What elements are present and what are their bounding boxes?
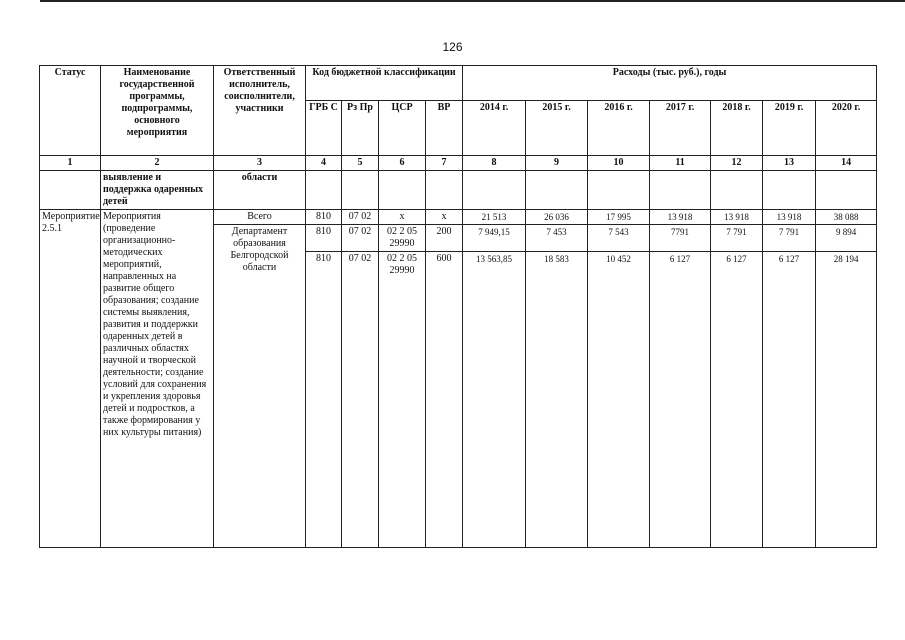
empty-cell <box>426 171 463 210</box>
scan-edge-line <box>40 0 905 2</box>
header-year-2014: 2014 г. <box>463 101 526 156</box>
column-number-row <box>40 156 877 171</box>
column-number: 12 <box>711 156 763 171</box>
column-number: 11 <box>650 156 711 171</box>
responsible-department: Департамент образования Белгородской области <box>214 225 306 548</box>
continuation-name: выявление и поддержка одаренных детей <box>101 171 214 210</box>
empty-cell <box>306 171 342 210</box>
grbs-cell: 810 <box>306 252 342 548</box>
value-2016: 7 543 <box>588 225 650 252</box>
header-year-2020: 2020 г. <box>816 101 877 156</box>
continuation-status-cell <box>40 171 101 210</box>
header-year-2015: 2015 г. <box>526 101 588 156</box>
header-name: Наименование государственной программы, подпрограммы, основного мероприятия <box>101 66 214 156</box>
rzpr-cell: 07 02 <box>342 225 379 252</box>
header-budget-code: Код бюджетной классификации <box>306 66 463 101</box>
value-2020: 28 194 <box>816 252 877 548</box>
value-2014: 7 949,15 <box>463 225 526 252</box>
csr-cell: х <box>379 210 426 225</box>
empty-cell <box>650 171 711 210</box>
column-number: 9 <box>526 156 588 171</box>
header-year-2017: 2017 г. <box>650 101 711 156</box>
column-number: 8 <box>463 156 526 171</box>
grbs-cell: 810 <box>306 210 342 225</box>
grbs-cell: 810 <box>306 225 342 252</box>
measure-status: Мероприятие 2.5.1 <box>40 210 101 548</box>
column-number: 1 <box>40 156 101 171</box>
empty-cell <box>763 171 816 210</box>
page-number: 126 <box>442 40 463 54</box>
empty-cell <box>816 171 877 210</box>
value-2019: 7 791 <box>763 225 816 252</box>
header-responsible: Ответственный исполнитель, соисполнители, участники <box>214 66 306 156</box>
header-year-2018: 2018 г. <box>711 101 763 156</box>
column-number: 2 <box>101 156 214 171</box>
value-2014: 21 513 <box>463 210 526 225</box>
continuation-responsible: области <box>214 171 306 210</box>
header-expenses: Расходы (тыс. руб.), годы <box>463 66 877 101</box>
column-number: 6 <box>379 156 426 171</box>
empty-cell <box>588 171 650 210</box>
responsible-total: Всего <box>214 210 306 225</box>
empty-cell <box>711 171 763 210</box>
header-status: Статус <box>40 66 101 156</box>
column-number: 3 <box>214 156 306 171</box>
value-2017: 6 127 <box>650 252 711 548</box>
csr-cell: 02 2 05 29990 <box>379 225 426 252</box>
column-number: 5 <box>342 156 379 171</box>
rzpr-cell: 07 02 <box>342 252 379 548</box>
value-2018: 6 127 <box>711 252 763 548</box>
empty-cell <box>379 171 426 210</box>
column-number: 14 <box>816 156 877 171</box>
value-2019: 6 127 <box>763 252 816 548</box>
value-2018: 7 791 <box>711 225 763 252</box>
value-2015: 7 453 <box>526 225 588 252</box>
column-number: 7 <box>426 156 463 171</box>
empty-cell <box>342 171 379 210</box>
header-rzpr: Рз Пр <box>342 101 379 156</box>
csr-cell: 02 2 05 29990 <box>379 252 426 548</box>
header-vr: ВР <box>426 101 463 156</box>
value-2016: 10 452 <box>588 252 650 548</box>
value-2017: 13 918 <box>650 210 711 225</box>
measure-name: Мероприятия (проведение организационно-методических мероприятий, направленных на развитие общего образования; создание системы выявления, развития и поддержки одаренных детей в различных областях научной и творческой деятельности; создание условий для сохранения и укрепления здоровья детей и подростков, а также формирования у них культуры питания) <box>101 210 214 548</box>
column-number: 4 <box>306 156 342 171</box>
value-2020: 38 088 <box>816 210 877 225</box>
value-2016: 17 995 <box>588 210 650 225</box>
header-csr: ЦСР <box>379 101 426 156</box>
header-grbs: ГРБ С <box>306 101 342 156</box>
budget-table <box>39 65 877 548</box>
empty-cell <box>526 171 588 210</box>
value-2020: 9 894 <box>816 225 877 252</box>
value-2019: 13 918 <box>763 210 816 225</box>
column-number: 10 <box>588 156 650 171</box>
vr-cell: х <box>426 210 463 225</box>
value-2014: 13 563,85 <box>463 252 526 548</box>
vr-cell: 600 <box>426 252 463 548</box>
value-2015: 18 583 <box>526 252 588 548</box>
value-2017: 7791 <box>650 225 711 252</box>
column-number: 13 <box>763 156 816 171</box>
value-2015: 26 036 <box>526 210 588 225</box>
continuation-row <box>40 171 877 210</box>
measure-row-total <box>40 210 877 225</box>
empty-cell <box>463 171 526 210</box>
header-year-2016: 2016 г. <box>588 101 650 156</box>
vr-cell: 200 <box>426 225 463 252</box>
value-2018: 13 918 <box>711 210 763 225</box>
header-year-2019: 2019 г. <box>763 101 816 156</box>
rzpr-cell: 07 02 <box>342 210 379 225</box>
